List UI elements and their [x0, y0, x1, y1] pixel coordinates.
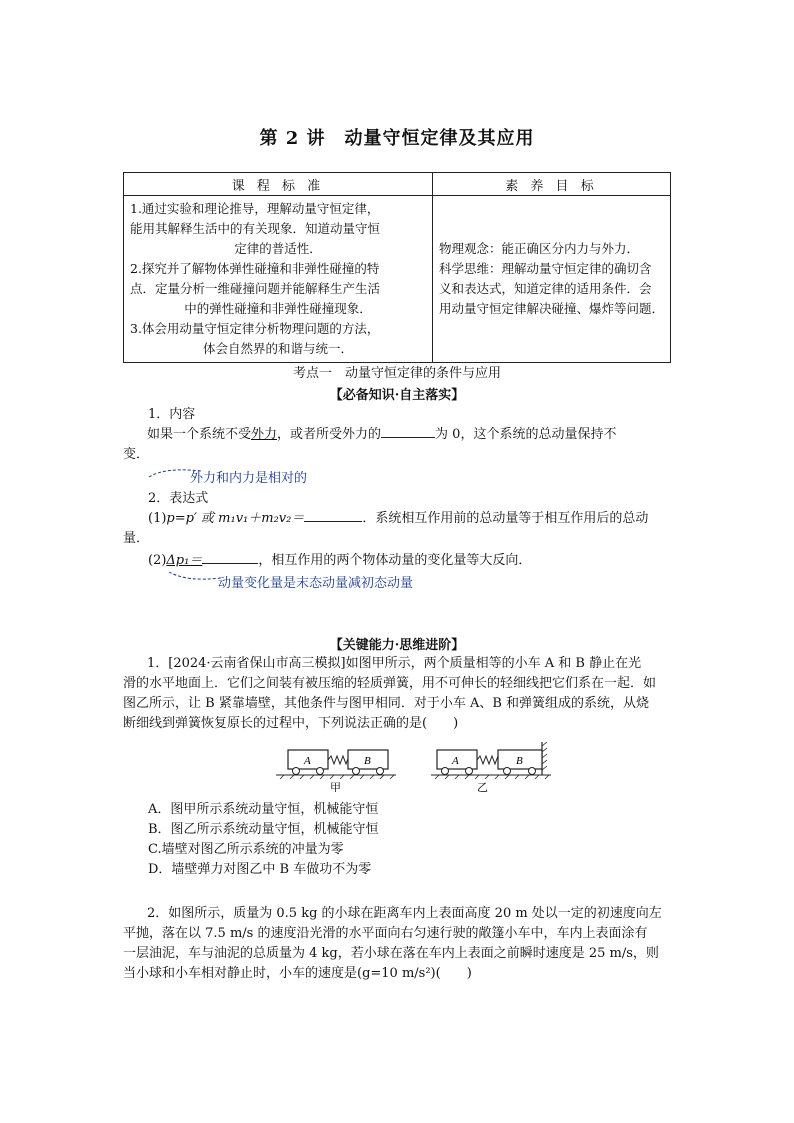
item1-label: 1．内容 — [148, 407, 196, 422]
standard-line: 体会自然界的和谐与统一． — [202, 341, 353, 356]
literacy-line: 义和表达式，知道定律的适用条件．会 — [439, 281, 652, 296]
item2-label: 2．表达式 — [148, 491, 209, 506]
curriculum-table — [123, 172, 671, 363]
eq2-prefix: (2) — [148, 553, 167, 568]
option-a[interactable]: A．图甲所示系统动量守恒，机械能守恒 — [148, 802, 379, 817]
blank-1 — [381, 425, 435, 438]
item1-text-b: ，或者所受外力的 — [277, 427, 382, 442]
option-c[interactable]: C.墙壁对图乙所示系统的冲量为零 — [148, 842, 344, 857]
label-jia: 甲 — [330, 782, 341, 792]
literacy-line: 用动量守恒定律解决碰撞、爆炸等问题． — [439, 301, 665, 316]
question-2 — [123, 904, 693, 984]
eq1-formula: p=p′ 或 m₁v₁＋m₂v₂＝ — [166, 511, 305, 526]
literacy-line: 科学思维：理解动量守恒定律的确切含 — [439, 261, 652, 276]
question-1 — [123, 654, 693, 734]
section2-heading: 【关键能力·思维进阶】 — [329, 638, 465, 653]
standard-line: 定律的普适性． — [234, 241, 322, 256]
standard-line: 3.体会用动量守恒定律分析物理问题的方法， — [130, 321, 380, 336]
q2-line: 一层油泥，车与油泥的总质量为 4 kg，若小球在落在车内上表面之前瞬时速度是 25 m/s，则 — [123, 946, 659, 961]
table-header-standard: 课 程 标 准 — [124, 173, 433, 196]
eq1-text2: 量． — [123, 531, 150, 546]
ground-hatch-b — [435, 775, 549, 779]
item1-text — [123, 425, 683, 445]
q2-line: 2．如图所示，质量为 0.5 kg 的小球在距离车内上表面高度 20 m 处以一定的初速度向左 — [147, 906, 662, 921]
table-header-literacy: 素 养 目 标 — [433, 173, 671, 196]
standard-line: 点．定量分析一维碰撞问题并能解释生产生活 — [130, 281, 381, 296]
q2-line: 当小球和小车相对静止时，小车的速度是(g=10 m/s²)( ) — [123, 966, 472, 981]
item1-underline: 外力 — [251, 427, 278, 442]
label-b-yi: B — [516, 755, 523, 767]
eq2-text: ，相互作用的两个物体动量的变化量等大反向． — [258, 553, 532, 568]
label-a-yi: A — [452, 755, 459, 767]
option-d[interactable]: D．墙壁弹力对图乙中 B 车做功不为零 — [148, 862, 372, 877]
label-yi: 乙 — [477, 782, 488, 792]
cart-figure — [276, 742, 566, 792]
eq1-line — [148, 509, 688, 529]
eq2-formula: Δp₁＝ — [166, 553, 203, 568]
eq1-text: ．系统相互作用前的总动量等于相互作用后的总动 — [362, 511, 649, 526]
q2-line: 平抛，落在以 7.5 m/s 的速度沿光滑的水平面向右匀速行驶的敞篷小车中，车内上表面涂有 — [123, 926, 648, 941]
standard-line: 能用其解释生活中的有关现象．知道动量守恒 — [130, 221, 381, 236]
q1-line: 图乙所示，让 B 紧靠墙壁，其他条件与图甲相同．对于小车 A、B 和弹簧组成的系统，从烧 — [123, 696, 650, 711]
standard-line: 1.通过实验和理论推导，理解动量守恒定律， — [130, 201, 380, 216]
note-arrow-2 — [165, 568, 225, 584]
eq1-prefix: (1) — [148, 511, 167, 526]
standard-cell — [124, 196, 433, 363]
ground-hatch-a — [280, 775, 394, 779]
note-1: 外力和内力是相对的 — [190, 471, 308, 486]
item1-text-d: 变． — [123, 447, 150, 462]
literacy-line: 物理观念：能正确区分内力与外力． — [439, 241, 640, 256]
blank-3 — [202, 551, 258, 564]
section-heading: 考点一 动量守恒定律的条件与应用 — [292, 366, 501, 381]
option-b[interactable]: B．图乙所示系统动量守恒，机械能守恒 — [148, 822, 379, 837]
note-2: 动量变化量是末态动量减初态动量 — [218, 576, 414, 591]
q1-line: 1．[2024·云南省保山市高三模拟]如图甲所示，两个质量相等的小车 A 和 B 静止在光 — [147, 656, 642, 671]
label-b-jia: B — [364, 755, 371, 767]
q1-line: 断细线到弹簧恢复原长的过程中，下列说法正确的是( ) — [123, 716, 459, 731]
blank-2 — [304, 509, 362, 522]
option-list — [148, 800, 379, 880]
page-title: 第 2 讲 动量守恒定律及其应用 — [259, 128, 535, 149]
literacy-cell — [433, 196, 671, 363]
eq2-line — [148, 551, 688, 571]
standard-line: 中的弹性碰撞和非弹性碰撞现象． — [184, 301, 372, 316]
q1-line: 滑的水平地面上．它们之间装有被压缩的轻质弹簧，用不可伸长的轻细线把它们系在一起．如 — [123, 676, 657, 691]
item1-text-c: 为 0，这个系统的总动量保持不 — [435, 427, 617, 442]
sub-heading: 【必备知识·自主落实】 — [329, 388, 465, 403]
item1-text-a: 如果一个系统不受 — [147, 427, 252, 442]
label-a-jia: A — [304, 755, 311, 767]
standard-line: 2.探究并了解物体弹性碰撞和非弹性碰撞的特 — [130, 261, 380, 276]
